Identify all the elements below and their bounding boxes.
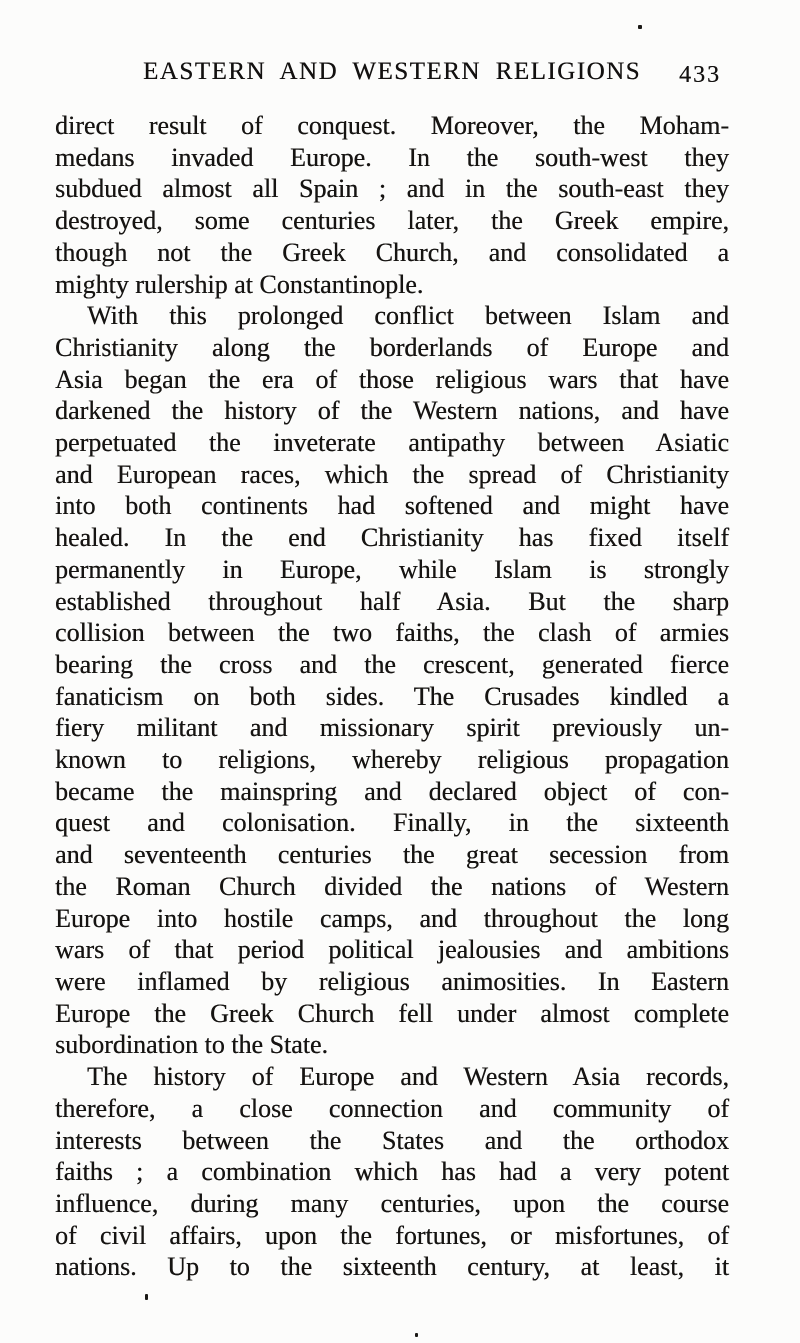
text-line: influence, during many centuries, upon the course bbox=[55, 1188, 729, 1218]
page-header bbox=[55, 58, 729, 92]
paragraph bbox=[55, 300, 729, 1061]
text-line: interests between the States and the orthodox bbox=[55, 1125, 729, 1155]
text-line: and European races, which the spread of Christianity bbox=[55, 459, 729, 489]
scan-speck bbox=[638, 25, 642, 29]
body-text bbox=[55, 110, 729, 1283]
scan-speck bbox=[145, 1294, 148, 1300]
scan-speck bbox=[415, 1333, 418, 1337]
text-line: fanaticism on both sides. The Crusades kindled a bbox=[55, 681, 729, 711]
text-line: were inflamed by religious animosities. In Eastern bbox=[55, 966, 729, 996]
page-number: 433 bbox=[679, 62, 721, 88]
text-line: therefore, a close connection and community of bbox=[55, 1093, 729, 1123]
text-line: healed. In the end Christianity has fixed itself bbox=[55, 523, 729, 553]
text-line: nations. Up to the sixteenth century, at least, it bbox=[55, 1252, 729, 1282]
text-line: subdued almost all Spain ; and in the south-east they bbox=[55, 174, 729, 204]
text-line: of civil affairs, upon the fortunes, or misfortunes, of bbox=[55, 1220, 729, 1250]
text-line: direct result of conquest. Moreover, the Moham- bbox=[55, 111, 729, 140]
text-line: mighty rulership at Constantinople. bbox=[55, 269, 424, 299]
text-line: bearing the cross and the crescent, generated fierce bbox=[55, 649, 729, 679]
text-line: darkened the history of the Western nations, and have bbox=[55, 396, 729, 426]
paragraph bbox=[55, 1061, 729, 1283]
text-line: the Roman Church divided the nations of Western bbox=[55, 871, 729, 901]
text-line: Europe the Greek Church fell under almost complete bbox=[55, 998, 729, 1028]
text-line: Asia began the era of those religious wars that have bbox=[55, 364, 729, 394]
text-line: fiery militant and missionary spirit previously un- bbox=[55, 713, 729, 743]
text-line: became the mainspring and declared object of con- bbox=[55, 776, 729, 806]
text-line: With this prolonged conflict between Islam and bbox=[87, 301, 729, 331]
text-line: though not the Greek Church, and consolidated a bbox=[55, 237, 729, 267]
text-line: known to religions, whereby religious propagation bbox=[55, 745, 729, 775]
text-line: permanently in Europe, while Islam is strongly bbox=[55, 554, 729, 584]
text-line: destroyed, some centuries later, the Greek empire, bbox=[55, 206, 729, 236]
running-title: EASTERN AND WESTERN RELIGIONS bbox=[142, 58, 642, 85]
text-line: into both continents had softened and might have bbox=[55, 491, 729, 521]
text-line: collision between the two faiths, the clash of armies bbox=[55, 618, 729, 648]
text-line: quest and colonisation. Finally, in the sixteenth bbox=[55, 808, 729, 838]
text-line: wars of that period political jealousies and ambitions bbox=[55, 935, 729, 965]
text-line: established throughout half Asia. But the sharp bbox=[55, 586, 729, 616]
text-line: subordination to the State. bbox=[55, 1030, 328, 1060]
text-line: Christianity along the borderlands of Europe and bbox=[55, 332, 729, 362]
text-line: medans invaded Europe. In the south-west they bbox=[55, 142, 729, 172]
paragraph bbox=[55, 110, 729, 300]
text-line: faiths ; a combination which has had a very potent bbox=[55, 1157, 729, 1187]
text-line: and seventeenth centuries the great secession from bbox=[55, 840, 729, 870]
text-line: The history of Europe and Western Asia records, bbox=[87, 1062, 729, 1092]
text-line: perpetuated the inveterate antipathy between Asiatic bbox=[55, 428, 729, 458]
text-line: Europe into hostile camps, and throughout the long bbox=[55, 903, 729, 933]
